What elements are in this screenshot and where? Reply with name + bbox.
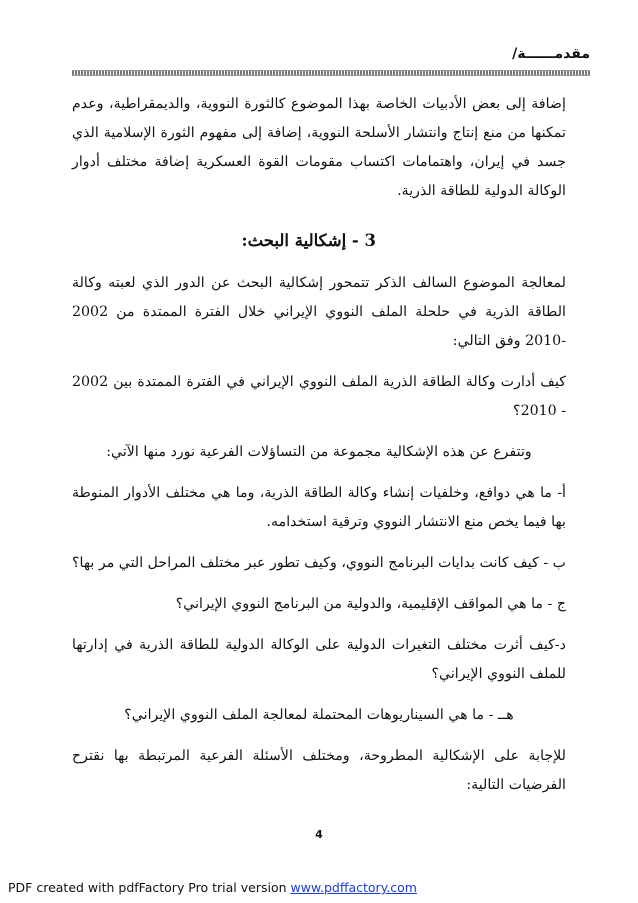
- intro-paragraph: إضافة إلى بعض الأدبيات الخاصة بهذا الموضوع كالثورة النووية، والديمقراطية، وعدم تمكنها من منع إنتاج وانتشار الأسلحة النووية، إضافة إلى مفهوم الثورة الإسلامية الذي جسد في إيران، واهتمامات اكتساب مقومات القوة العسكرية إضافة مختلف أدوار الوكالة الدولية للطاقة الذرية.: [72, 96, 566, 199]
- question-a: أ- ما هي دوافع، وخلفيات إنشاء وكالة الطاقة الذرية، وما هي مختلف الأدوار المنوطة بها فيما يخص منع الانتشار النووي وترقية استخدامه.: [72, 485, 566, 530]
- header-divider: [72, 70, 590, 76]
- footer-link[interactable]: www.pdffactory.com: [290, 880, 417, 895]
- sub-questions-intro: وتتفرع عن هذه الإشكالية مجموعة من التساؤلات الفرعية نورد منها الآتي:: [106, 444, 532, 460]
- page-header-title: مقدمــــــة/: [512, 46, 590, 62]
- question-b: ب - كيف كانت بدايات البرنامج النووي، وكيف تطور عبر مختلف المراحل التي مر بها؟: [72, 555, 566, 571]
- problem-paragraph: لمعالجة الموضوع السالف الذكر تتمحور إشكالية البحث عن الدور الذي لعبته وكالة الطاقة الذرية في حلحلة الملف النووي الإيراني خلال الفترة الممتدة من 2002 -2010 وفق التالي:: [72, 275, 566, 349]
- main-question: كيف أدارت وكالة الطاقة الذرية الملف النووي الإيراني في الفترة الممتدة بين 2002 - 2010؟: [72, 374, 566, 419]
- page-number: 4: [315, 828, 323, 841]
- section-heading: 3 - إشكالية البحث:: [241, 231, 376, 250]
- footer-text: PDF created with pdfFactory Pro trial version: [8, 880, 291, 895]
- page-content: [72, 90, 566, 800]
- question-d: د-كيف أثرت مختلف التغيرات الدولية على الوكالة الدولية للطاقة الذرية في إدارتها للملف النووي الإيراني؟: [72, 637, 566, 682]
- question-e: هــ - ما هي السيناريوهات المحتملة لمعالجة الملف النووي الإيراني؟: [124, 707, 514, 723]
- hypotheses-intro: للإجابة على الإشكالية المطروحة، ومختلف الأسئلة الفرعية المرتبطة بها نقترح الفرضيات التالية:: [72, 748, 566, 793]
- question-c: ج - ما هي المواقف الإقليمية، والدولية من البرنامج النووي الإيراني؟: [175, 596, 566, 612]
- pdf-footer: [8, 880, 417, 895]
